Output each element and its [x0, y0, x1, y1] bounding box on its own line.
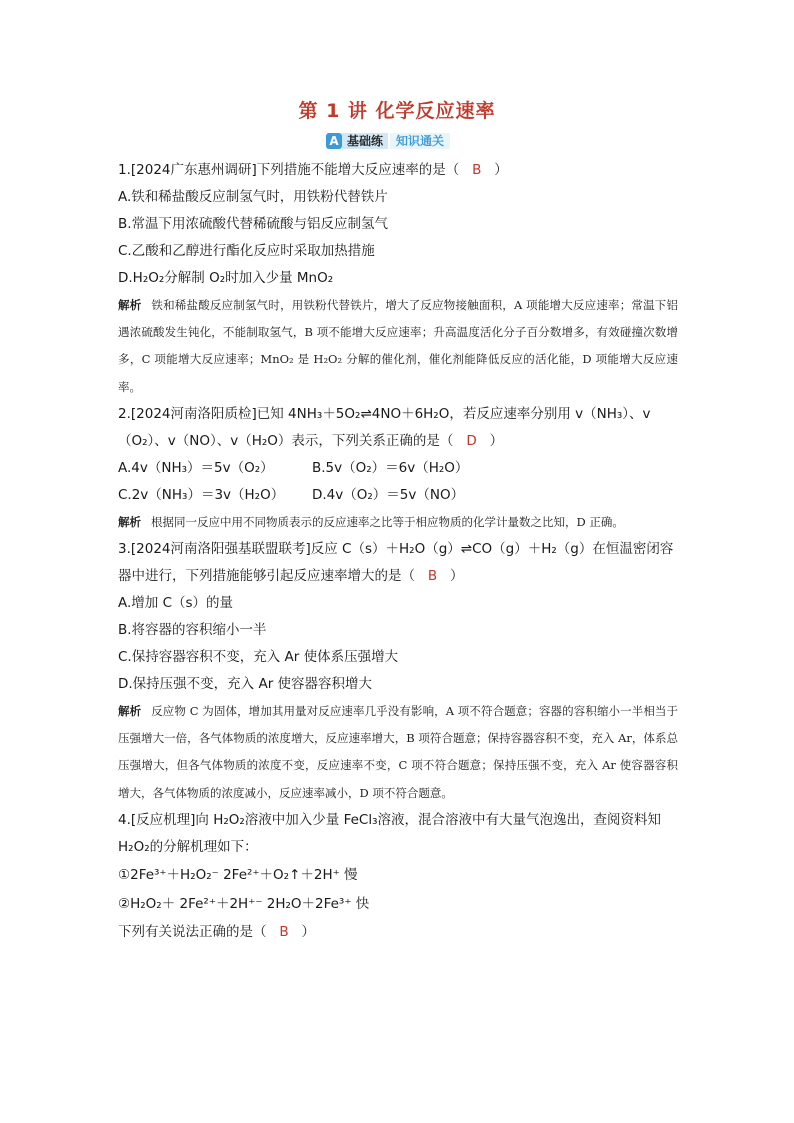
q3-answer: B: [427, 568, 438, 585]
q4-stem-line3: 下列有关说法正确的是（ B ）: [118, 923, 316, 940]
lesson-title: 第 1 讲 化学反应速率: [298, 100, 496, 122]
q1-stem: 1.[2024广东惠州调研]下列措施不能增大反应速率的是（ B ）: [118, 162, 508, 178]
q4-mechanism-step2: ②H₂O₂＋ 2Fe²⁺＋2H⁺⁻ 2H₂O＋2Fe³⁺ 快: [118, 895, 370, 912]
badge-label-knowledge: 知识通关: [390, 133, 450, 149]
q2-stem-line1: 2.[2024河南洛阳质检]已知 4NH₃＋5O₂⇌4NO＋6H₂O，若反应速率分别用 v（NH₃）、v: [118, 405, 651, 422]
q2-answer: D: [466, 432, 477, 449]
q2-option-d: D.4v（O₂）＝5v（NO）: [312, 486, 465, 503]
section-badge: [326, 132, 450, 150]
q2-option-a: A.4v（NH₃）＝5v（O₂）: [118, 459, 274, 476]
q1-option-d: D.H₂O₂分解制 O₂时加入少量 MnO₂: [118, 270, 334, 286]
q3-option-d: D.保持压强不变，充入 Ar 使容器容积增大: [118, 676, 373, 693]
q1-explanation: 解析 铁和稀盐酸反应制氢气时，用铁粉代替铁片，增大了反应物接触面积，A 项能增大反应速率；常温下铝遇浓硫酸发生钝化，不能制取氢气，B 项不能增大反应速率；升高温度活化分子百分数增多，有效碰撞次数增多，C 项能增大反应速率；MnO₂ 是 H₂O₂ 分解的催化剂，催化剂能降低反应的活化能，D 项能增大反应速率。: [118, 298, 678, 394]
q1-option-c: C.乙酸和乙醇进行酯化反应时采取加热措施: [118, 243, 375, 259]
q1-option-b: B.常温下用浓硫酸代替稀硫酸与铝反应制氢气: [118, 216, 389, 232]
q1-answer: B: [472, 162, 482, 178]
q2-stem-line2: （O₂）、v（NO）、v（H₂O）表示，下列关系正确的是（ D ）: [118, 432, 504, 449]
question-list: [118, 157, 678, 946]
badge-label-basic: 基础练: [342, 133, 388, 149]
q3-stem-line2: 器中进行，下列措施能够引起反应速率增大的是（ B ）: [118, 568, 464, 585]
q2-options-row1: [118, 455, 678, 482]
q1-option-a: A.铁和稀盐酸反应制氢气时，用铁粉代替铁片: [118, 189, 388, 205]
q3-stem-line1: 3.[2024河南洛阳强基联盟联考]反应 C（s）＋H₂O（g）⇌CO（g）＋H₂（g）在恒温密闭容: [118, 541, 674, 558]
q2-explanation: 解析 根据同一反应中用不同物质表示的反应速率之比等于相应物质的化学计量数之比知，D 正确。: [118, 514, 624, 529]
badge-letter: A: [326, 133, 342, 149]
q3-option-c: C.保持容器容积不变，充入 Ar 使体系压强增大: [118, 649, 399, 666]
q4-stem-line1: 4.[反应机理]向 H₂O₂溶液中加入少量 FeCl₃溶液，混合溶液中有大量气泡逸出，查阅资料知: [118, 811, 662, 828]
q3-option-a: A.增加 C（s）的量: [118, 595, 234, 612]
q4-mechanism-step1: ①2Fe³⁺＋H₂O₂⁻ 2Fe²⁺＋O₂↑＋2H⁺ 慢: [118, 866, 358, 883]
q2-option-c: C.2v（NH₃）＝3v（H₂O）: [118, 486, 285, 503]
q3-option-b: B.将容器的容积缩小一半: [118, 622, 267, 639]
q4-answer: B: [279, 923, 289, 940]
q2-option-b: B.5v（O₂）＝6v（H₂O）: [312, 459, 469, 476]
q2-options-row2: [118, 482, 678, 509]
q3-explanation: 解析 反应物 C 为固体，增加其用量对反应速率几乎没有影响，A 项不符合题意；容器的容积缩小一半相当于压强增大一倍，各气体物质的浓度增大，反应速率增大，B 项符合题意；保持容器容积不变，充入 Ar，体系总压强增大，但各气体物质的浓度不变，反应速率不变，C 项不符合题意；保持压强不变，充入 Ar 使容器容积增大，各气体物质的浓度减小，反应速率减小，D 项不符合题意。: [118, 704, 679, 800]
q4-stem-line2: H₂O₂的分解机理如下：: [118, 838, 258, 855]
